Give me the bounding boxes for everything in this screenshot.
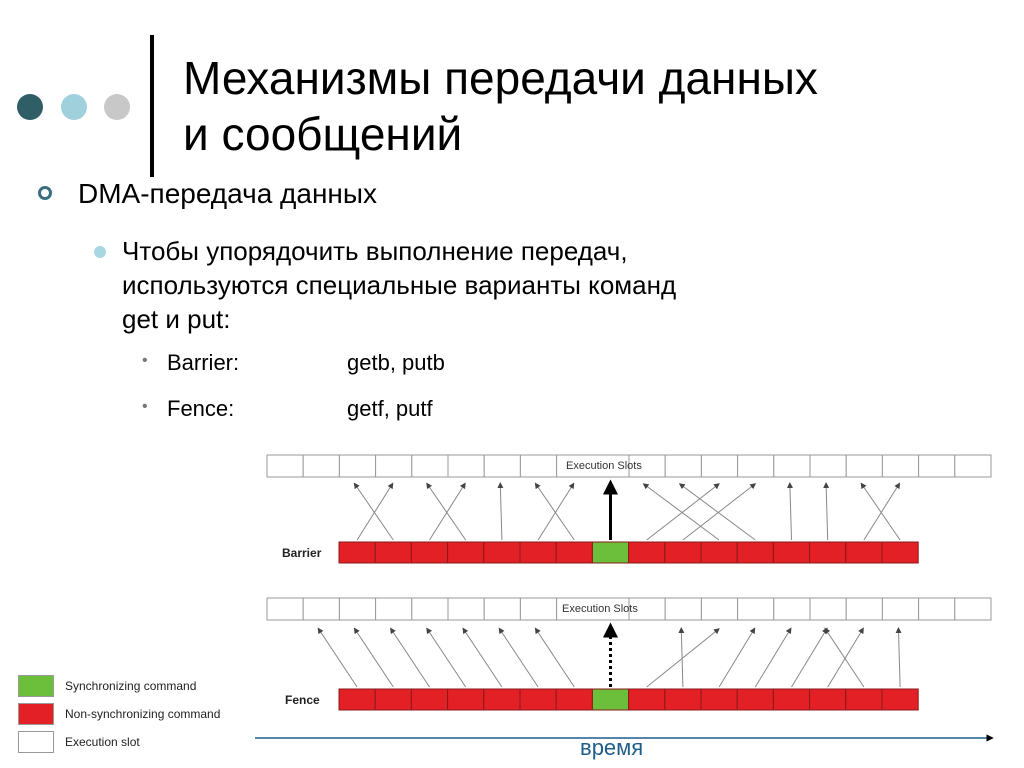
fence-row-label: Fence [285,693,320,707]
command-to-slot-arrow [537,485,575,540]
bullet-level2-line1: Чтобы упорядочить выполнение передач, [122,236,628,266]
execution-slot [774,455,810,477]
nonsync-command-cell [810,542,846,563]
execution-slot [919,598,955,620]
execution-slot [448,455,484,477]
nonsync-command-cell [846,542,882,563]
execution-slot [846,598,882,620]
execution-slot [665,598,701,620]
sub-item-barrier-name: Barrier: [167,350,240,375]
execution-slot [376,455,412,477]
execution-slot [376,598,412,620]
execution-slot [484,598,520,620]
command-to-slot-arrow [899,630,901,687]
bullet-level2-line2: используются специальные варианты команд [122,270,677,300]
nonsync-command-cell [629,689,665,710]
arrows-barrier [356,485,901,540]
execution-slot [701,598,737,620]
execution-slot [303,598,339,620]
command-to-slot-arrow [319,630,357,687]
execution-slot [810,455,846,477]
sync-command-cell [592,689,628,710]
execution-slot [774,598,810,620]
command-row-barrier [339,542,918,563]
nonsync-command-cell [520,689,556,710]
nonsync-command-cell [484,542,520,563]
legend-swatch-slot [18,731,54,753]
command-to-slot-arrow [356,630,394,687]
command-row-fence [339,689,918,710]
nonsync-command-cell [773,689,809,710]
execution-slot [339,455,375,477]
slide-title-line2: и сообщений [183,108,463,160]
command-to-slot-arrow [428,485,466,540]
nonsync-command-cell [520,542,556,563]
nonsync-command-cell [629,542,665,563]
command-to-slot-arrow [862,485,900,540]
bullet-small-icon: • [142,398,148,415]
slide-title-line1: Механизмы передачи данных [183,52,818,104]
execution-slot [484,455,520,477]
command-to-slot-arrow [826,485,828,540]
execution-slot [267,598,303,620]
nonsync-command-cell [556,689,592,710]
time-axis-label: время [580,735,644,760]
nonsync-command-cell [448,689,484,710]
nonsync-command-cell [882,542,918,563]
nonsync-command-cell [882,689,918,710]
command-to-slot-arrow [719,630,754,687]
nonsync-command-cell [737,689,773,710]
execution-slots-label-bottom: Execution Slots [562,603,638,615]
nonsync-command-cell [701,689,737,710]
nonsync-command-cell [810,689,846,710]
command-to-slot-arrow [790,485,792,540]
execution-slot [955,455,991,477]
command-to-slot-arrow [792,630,827,687]
nonsync-command-cell [375,689,411,710]
sub-item-fence-name: Fence: [167,396,235,421]
execution-slot [919,455,955,477]
legend-swatch-sync [18,675,54,697]
sync-command-cell [592,542,628,563]
nonsync-command-cell [411,542,447,563]
command-to-slot-arrow [356,485,394,540]
nonsync-command-cell [339,689,375,710]
execution-slot [882,598,918,620]
nonsync-command-cell [846,689,882,710]
execution-slot [520,598,556,620]
execution-slot [303,455,339,477]
command-to-slot-arrow [681,485,755,540]
execution-slot [339,598,375,620]
nonsync-command-cell [665,689,701,710]
execution-slots-label-top: Execution Slots [566,460,642,472]
bullet-level2-line3: get и put: [122,304,231,334]
nonsync-command-cell [484,689,520,710]
arrows-fence [319,630,900,687]
legend-label-sync: Synchronizing command [65,679,197,693]
sub-item-fence-commands: getf, putf [347,396,433,421]
execution-slot [738,598,774,620]
nonsync-command-cell [665,542,701,563]
execution-slot [882,455,918,477]
execution-slot [412,598,448,620]
command-to-slot-arrow [537,630,575,687]
nonsync-command-cell [737,542,773,563]
execution-slot [520,455,556,477]
execution-slot [267,455,303,477]
command-to-slot-arrow [500,630,538,687]
execution-slot [846,455,882,477]
nonsync-command-cell [411,689,447,710]
barrier-row-label: Barrier [282,546,322,560]
legend-label-slot: Execution slot [65,735,140,749]
command-to-slot-arrow [500,485,502,540]
nonsync-command-cell [773,542,809,563]
command-to-slot-arrow [755,630,790,687]
nonsync-command-cell [701,542,737,563]
command-to-slot-arrow [645,485,719,540]
sub-item-barrier-commands: getb, putb [347,350,445,375]
execution-slot [810,598,846,620]
bullet-small-icon: • [142,352,148,369]
execution-slot [448,598,484,620]
nonsync-command-cell [375,542,411,563]
nonsync-command-cell [339,542,375,563]
execution-slot [412,455,448,477]
execution-slot [701,455,737,477]
execution-slot [665,455,701,477]
command-to-slot-arrow [826,630,864,687]
command-to-slot-arrow [392,630,430,687]
nonsync-command-cell [448,542,484,563]
command-to-slot-arrow [428,630,466,687]
legend-label-nonsync: Non-synchronizing command [65,707,221,721]
nonsync-command-cell [556,542,592,563]
execution-slot [738,455,774,477]
bullet-level1-text: DMA-передача данных [78,178,378,209]
execution-slot [955,598,991,620]
command-to-slot-arrow [464,630,502,687]
legend-swatch-nonsync [18,703,54,725]
